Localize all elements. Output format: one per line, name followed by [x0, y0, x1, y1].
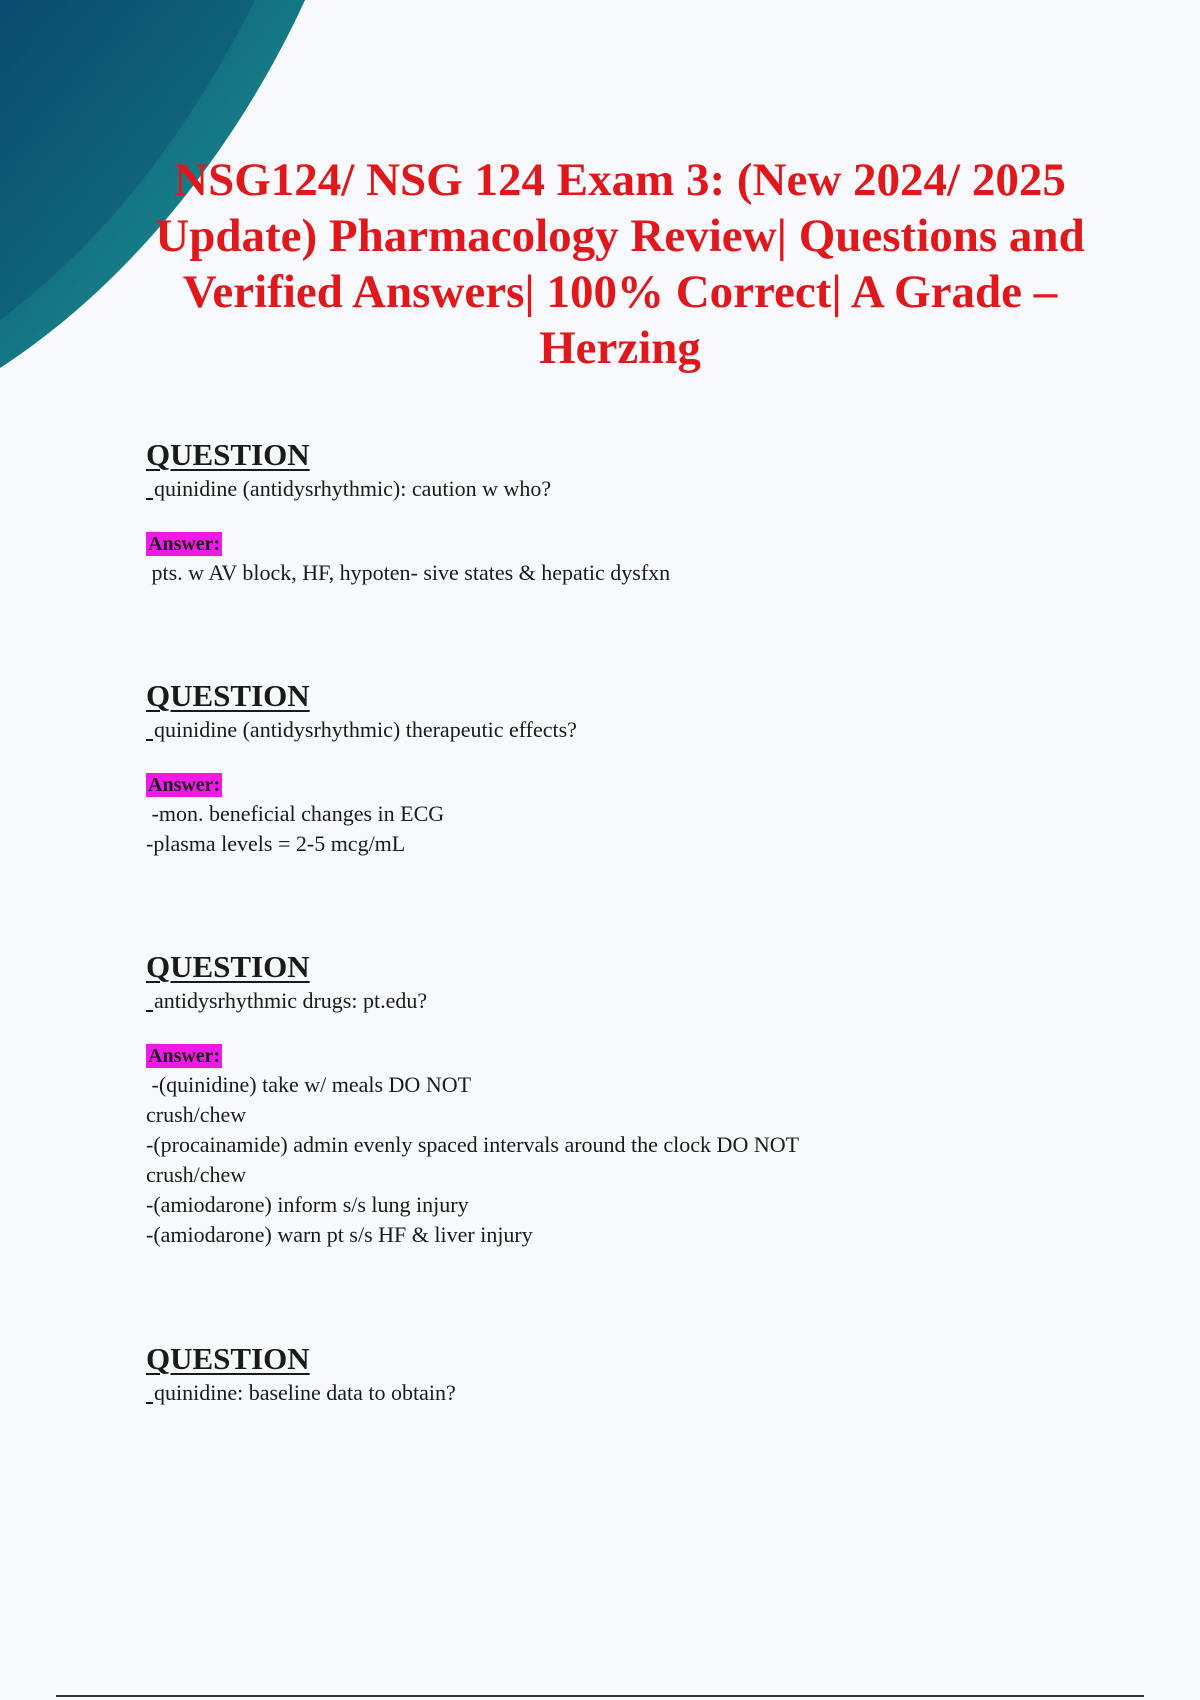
answer-line: -(quinidine) take w/ meals DO NOT — [146, 1072, 472, 1097]
qa-item-3 — [146, 950, 1046, 1250]
question-heading: QUESTION — [146, 437, 310, 472]
answer-text — [146, 799, 1046, 859]
answer-line: -(procainamide) admin evenly spaced intervals around the clock DO NOT — [146, 1132, 800, 1157]
question-text: quinidine: baseline data to obtain? — [146, 1378, 1046, 1408]
answer-text — [146, 1070, 1046, 1250]
footer-divider — [56, 1695, 1144, 1697]
answer-line: -(amiodarone) warn pt s/s HF & liver injury — [146, 1222, 533, 1247]
answer-line: -plasma levels = 2-5 mcg/mL — [146, 831, 406, 856]
answer-text — [146, 558, 1046, 588]
answer-label: Answer: — [148, 1045, 221, 1067]
question-text: antidysrhythmic drugs: pt.edu? — [146, 986, 1046, 1016]
qa-item-2 — [146, 679, 1046, 859]
answer-label: Answer: — [148, 774, 221, 796]
question-text: quinidine (antidysrhythmic): caution w who? — [146, 474, 1046, 504]
answer-line: -mon. beneficial changes in ECG — [146, 801, 445, 826]
qa-item-4 — [146, 1342, 1046, 1408]
question-heading: QUESTION — [146, 678, 310, 713]
answer-line: crush/chew — [146, 1162, 247, 1187]
answer-line: pts. w AV block, HF, hypoten- sive states & hepatic dysfxn — [146, 560, 671, 585]
question-text: quinidine (antidysrhythmic) therapeutic effects? — [146, 715, 1046, 745]
answer-line: crush/chew — [146, 1102, 247, 1127]
document-title: NSG124/ NSG 124 Exam 3: (New 2024/ 2025 Update) Pharmacology Review| Questions and Verified Answers| 100% Correct| A Grade – Herzing — [155, 154, 1085, 374]
qa-item-1 — [146, 438, 1046, 588]
answer-line: -(amiodarone) inform s/s lung injury — [146, 1192, 469, 1217]
question-heading: QUESTION — [146, 1341, 310, 1376]
answer-label: Answer: — [148, 533, 221, 555]
question-heading: QUESTION — [146, 949, 310, 984]
